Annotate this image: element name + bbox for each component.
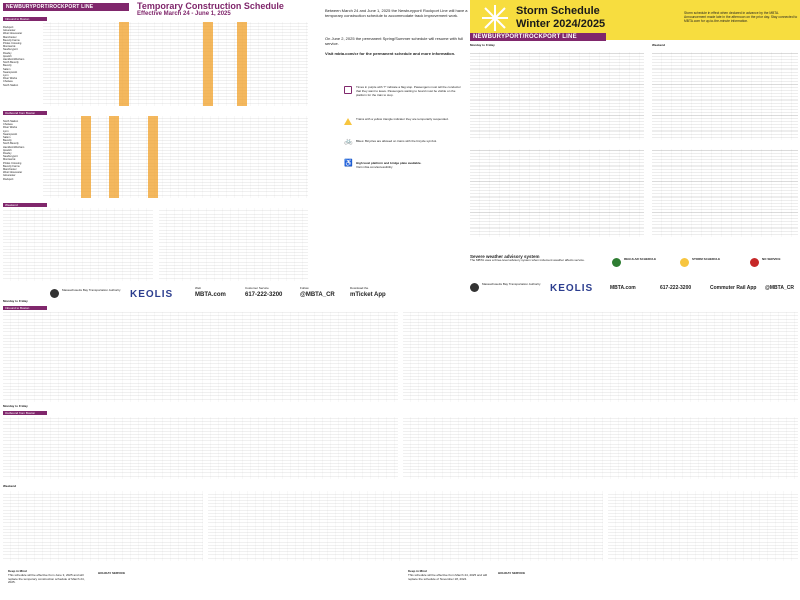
social-label: Follow <box>300 286 309 290</box>
social-handle[interactable]: @MBTA_CR <box>765 285 794 291</box>
station-name: Manchester <box>3 168 17 172</box>
timetable-grid <box>470 52 644 140</box>
badge-label: STORM SCHEDULE <box>692 257 721 261</box>
timetable-grid <box>43 22 308 106</box>
phone-number[interactable]: 617-222-3200 <box>660 285 692 291</box>
org-name: Massachusetts Bay Transportation Authority <box>62 288 121 292</box>
weekend-label: Weekend <box>3 484 17 488</box>
station-name: West Gloucester <box>3 32 23 36</box>
timetable-inbound-weekday <box>3 17 308 109</box>
storm-note: Storm schedule in effect when declared in advance by the MBTA. Announcement made late in the afternoon on the prior day. Stay connected to MBTA.com for up-to-the-minute information. <box>684 11 798 23</box>
timetable-grid <box>608 491 798 561</box>
storm-title: Storm Schedule <box>516 5 600 17</box>
weekday-label: Monday to Friday <box>3 299 28 303</box>
highlight-column <box>203 22 213 106</box>
section-label-inbound: Inbound to Boston <box>3 306 47 310</box>
section-label-weekend: Weekend <box>3 203 47 207</box>
station-name: Rockport <box>3 26 14 29</box>
station-name: Manchester <box>3 35 17 39</box>
bottom-weekday-inbound <box>3 300 798 410</box>
storm-subtitle: Winter 2024/2025 <box>516 18 606 30</box>
station-name: River Works <box>3 126 18 130</box>
station-name: Gloucester <box>3 174 16 178</box>
bottom-weekend <box>3 485 798 565</box>
station-name: Beverly Farms <box>3 38 20 42</box>
mbta-logo-icon <box>470 283 479 292</box>
weekday-label: Monday to Friday <box>3 404 28 408</box>
station-name: Salem <box>3 67 11 71</box>
keep-text: This schedule will be effective from March 24, 2025 and will replace the schedule of November 18, 2024. <box>408 572 487 581</box>
storm-weekend-tables <box>652 44 798 244</box>
keep-in-mind-right <box>408 570 488 581</box>
notice-paragraph: On June 2, 2025 the permanent Spring/Summer schedule will resume with full service. <box>325 36 464 46</box>
station-name: Beverly Farms <box>3 164 20 168</box>
app-name[interactable]: Commuter Rail App <box>710 285 757 291</box>
station-name: Chelsea <box>3 80 13 84</box>
station-name: Rowley <box>3 152 12 156</box>
wheelchair-icon: ♿ <box>344 160 353 167</box>
timetable-grid <box>470 149 644 237</box>
keep-in-mind-left <box>8 570 88 585</box>
station-name: Rockport <box>3 177 14 181</box>
station-name: Chelsea <box>3 123 13 127</box>
legend-flag-stop <box>356 86 464 97</box>
station-name: North Station <box>3 120 19 123</box>
legend-text: Times in purple with "f" indicate a flag stop. Passengers must tell the conductor that they want to leave. Passengers waiting to board must be visible on the platform for the train to stop. <box>356 85 461 97</box>
badge-storm <box>680 258 740 262</box>
legend-suspended <box>356 118 464 122</box>
station-name: Prides Crossing <box>3 42 22 46</box>
station-name: Ipswich <box>3 148 12 152</box>
org-name: Massachusetts Bay Transportation Authority <box>482 282 541 286</box>
station-name: Rowley <box>3 51 12 55</box>
timetable-grid <box>403 417 798 479</box>
badge-regular <box>612 258 672 262</box>
station-name: North Beverly <box>3 61 19 65</box>
legend-accessible <box>344 160 464 170</box>
station-name: Lynn <box>3 74 9 78</box>
web-link[interactable]: MBTA.com <box>195 292 226 298</box>
storm-icon <box>680 258 689 267</box>
timetable-grid <box>403 491 603 561</box>
station-name: West Gloucester <box>3 171 23 175</box>
bottom-weekday-outbound <box>3 405 798 480</box>
timetable-grid <box>652 149 798 237</box>
highlight-column <box>237 22 247 106</box>
highlight-column <box>109 116 119 198</box>
advisory-title: Severe weather advisory system <box>470 254 540 259</box>
highlight-column <box>81 116 91 198</box>
web-link[interactable]: MBTA.com <box>610 285 636 291</box>
social-handle[interactable]: @MBTA_CR <box>300 292 335 298</box>
highlight-column <box>119 22 129 106</box>
weekend-label: Weekend <box>652 43 666 47</box>
no-service-icon <box>750 258 759 267</box>
notice-paragraph: Between March 24 and June 1, 2025 the Newburyport/ Rockport Line will have a temporary construction schedule to accommodate track improvement work. <box>325 8 468 18</box>
station-name: Gloucester <box>3 29 16 33</box>
station-name: Newburyport <box>3 48 18 52</box>
advisory-text: The MBTA uses a three-level advisory system when inclement weather affects service. <box>470 257 585 262</box>
station-list <box>3 26 41 87</box>
accessibility-link[interactable]: Visit mbta.com/accessibility <box>356 164 393 169</box>
keep-text: This schedule will be effective from June 3, 2025 and will replace the temporary construction schedule of March 24, 2025. <box>8 572 85 585</box>
badge-label: NO SERVICE <box>762 257 781 261</box>
warning-triangle-icon <box>344 118 352 125</box>
line-banner: NEWBURYPORT/ROCKPORT LINE <box>3 3 129 11</box>
timetable-grid <box>3 312 398 402</box>
badge-label: REGULAR SCHEDULE <box>624 257 657 261</box>
holiday-title-right: HOLIDAY SERVICE <box>498 571 526 575</box>
station-name: Montserrat <box>3 45 16 49</box>
highlight-column <box>148 116 158 198</box>
legend-text: Trains with a yellow triangle indicator they are temporarily suspended. <box>356 117 449 121</box>
web-label: Web <box>195 286 202 290</box>
station-name: Beverly <box>3 64 12 68</box>
advisory-block <box>470 255 610 263</box>
weekday-label: Monday to Friday <box>470 43 495 47</box>
legend-bikes <box>344 138 464 145</box>
branding-bar-right <box>470 280 800 296</box>
timetable-weekend <box>3 203 308 283</box>
storm-weekday-tables <box>470 44 644 244</box>
page-subtitle: Effective March 24 - June 1, 2025 <box>137 11 231 17</box>
timetable-grid <box>3 491 203 561</box>
mbta-logo-icon <box>50 289 59 298</box>
keep-title: Keep in Mind <box>8 569 27 573</box>
station-name: Swampscott <box>3 70 18 74</box>
timetable-grid <box>208 491 403 561</box>
bicycle-icon: 🚲 <box>344 138 353 145</box>
station-name: Lynn <box>3 129 9 133</box>
snowflake-icon <box>480 3 510 33</box>
timetable-grid <box>652 52 798 140</box>
notice-link-text: Visit mbta.com/cr for the permanent schedule and more information. <box>325 51 456 56</box>
timetable-outbound-weekday <box>3 111 308 201</box>
holiday-title-left: HOLIDAY SERVICE <box>98 571 126 575</box>
legend-text: Bikes: Bicycles are allowed on trains with the bicycle symbol. <box>356 139 437 143</box>
check-icon <box>612 258 621 267</box>
station-name: North Beverly <box>3 142 19 146</box>
station-name: Salem <box>3 136 11 140</box>
page-title: Temporary Construction Schedule <box>137 1 284 11</box>
keolis-logo: KEOLIS <box>550 283 594 294</box>
station-name: Ipswich <box>3 54 12 58</box>
phone-label: Customer Service <box>245 286 269 290</box>
app-label: Download the <box>350 286 369 290</box>
station-name: River Works <box>3 77 18 81</box>
badge-no-service <box>750 258 800 262</box>
station-name: North Station <box>3 83 19 87</box>
phone-number[interactable]: 617-222-3200 <box>245 292 283 298</box>
keep-title: Keep in Mind <box>408 569 427 573</box>
timetable-grid <box>3 208 153 281</box>
station-name: Prides Crossing <box>3 161 22 165</box>
station-name: Swampscott <box>3 132 18 136</box>
app-name[interactable]: mTicket App <box>350 292 386 298</box>
station-name: Hamilton/Wenham <box>3 58 25 62</box>
legend-text: High level platform and bridge plate available. <box>356 161 422 165</box>
timetable-grid <box>159 208 308 281</box>
section-label-inbound: Inbound to Boston <box>3 17 47 21</box>
station-name: Hamilton/Wenham <box>3 145 25 149</box>
station-name: Montserrat <box>3 158 16 162</box>
flag-stop-icon <box>344 86 352 94</box>
timetable-grid <box>403 312 798 402</box>
keolis-logo: KEOLIS <box>130 289 174 300</box>
line-banner: NEWBURYPORT/ROCKPORT LINE <box>470 33 606 41</box>
section-label-outbound: Outbound from Boston <box>3 111 47 115</box>
station-name: Beverly <box>3 139 12 143</box>
station-list <box>3 120 41 181</box>
timetable-grid <box>3 417 398 479</box>
section-label-outbound: Outbound from Boston <box>3 411 47 415</box>
station-name: Newburyport <box>3 155 18 159</box>
